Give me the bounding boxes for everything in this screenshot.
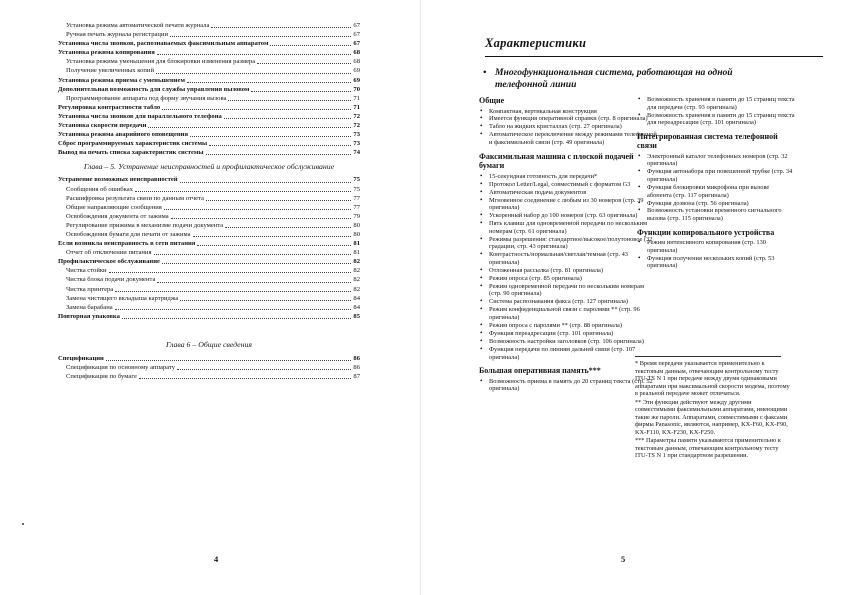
feature-item: • Режим конфиденциальной связи с паролями ** (стр. 96 оригинала) [479, 306, 657, 321]
toc-leader-dots [180, 182, 352, 183]
toc-entry-page: 71 [353, 103, 360, 111]
toc-entry [58, 57, 360, 66]
toc-entry-page: 82 [353, 285, 360, 293]
toc-leader-dots [115, 291, 351, 292]
headline-bullet-icon: • [483, 67, 487, 78]
feature-item: • Функция дозвона (стр. 56 оригинала) [637, 200, 795, 208]
feature-item: • Возможность хранения в памяти до 15 страниц текста для переадресации (стр. 101 оригинала) [637, 112, 795, 127]
toc-leader-dots [157, 54, 352, 55]
toc-entry [58, 248, 360, 257]
toc-entry [58, 221, 360, 230]
toc-entry-title: Чистка принтера [66, 285, 114, 293]
margin-dot [22, 523, 24, 525]
toc-entry-title: Установка режима аварийного оповещения [58, 131, 189, 139]
feature-heading: Функции копировального устройства [637, 227, 775, 237]
feature-list [479, 108, 657, 147]
toc-leader-dots [115, 309, 352, 310]
toc-part-2 [58, 175, 360, 321]
toc-entry-page: 72 [353, 122, 360, 130]
feature-item: • Компактная, вертикальная конструкция [479, 108, 657, 116]
toc-entry [58, 121, 360, 130]
toc-entry-title: Замена барабана [66, 303, 113, 311]
toc-entry-page: 82 [353, 276, 360, 284]
feature-list [479, 378, 657, 393]
toc-entry-title: Освобождения бумаги для печати от зажима [66, 230, 191, 238]
feature-item: • Возможность приема в память до 20 страниц текста (стр. 52 оригинала) [479, 378, 657, 393]
toc-entry-title: Установка числа звонков, распознаваемых факсимильным аппаратом [58, 40, 269, 48]
toc-entry-page: 87 [353, 373, 360, 381]
footnote: *** Параметры памяти указываются применительно к текстовым данным, отвечающим контрольному тесту ITU-TS N 1 при стандартном разрешении. [635, 437, 781, 459]
toc-entry-page: 69 [353, 76, 360, 84]
toc-entry-title: Если возникла неисправность в сети питания [58, 240, 196, 248]
footnote-divider [635, 356, 781, 357]
feature-item: • Режим одновременной передачи по нескольким номерам (стр. 90 оригинала) [479, 283, 657, 298]
toc-entry-page: 69 [353, 67, 360, 75]
toc-entry [58, 285, 360, 294]
feature-list [637, 96, 795, 127]
toc-entry-page: 67 [353, 31, 360, 39]
feature-item: • Протокол Letter/Legal, совместимый с форматом G3 [479, 181, 657, 189]
toc-entry-title: Повторная упаковка [58, 312, 120, 320]
toc-entry-title: Чистка стойки [66, 267, 107, 275]
toc-entry-title: Регулирование прижима в механизме подачи документа [66, 221, 224, 229]
toc-entry-title: Установка скорости передачи [58, 122, 147, 130]
toc-leader-dots [164, 209, 352, 210]
feature-item: • Возможность настройки заголовков (стр. 106 оригинала) [479, 338, 657, 346]
toc-entry [58, 275, 360, 284]
toc-entry-page: 81 [353, 240, 360, 248]
feature-item: • Электронный каталог телефонных номеров (стр. 32 оригинала) [637, 153, 795, 168]
toc-entry-title: Освобождения документа от зажима [66, 212, 169, 220]
toc-leader-dots [257, 63, 351, 64]
toc-entry [58, 303, 360, 312]
feature-item: • Отложенная рассылка (стр. 81 оригинала) [479, 267, 657, 275]
feature-list [637, 239, 795, 270]
toc-entry-page: 72 [353, 112, 360, 120]
toc-entry-page: 77 [353, 194, 360, 202]
toc-entry [58, 185, 360, 194]
toc-entry-title: Программирование аппарата под форму звучания вызова [66, 94, 227, 102]
toc-leader-dots [171, 218, 352, 219]
feature-item: • Табло на жидких кристаллах (стр. 27 оригинала) [479, 123, 657, 131]
feature-item: • Автоматическое переключение между режимами телефонной и факсимильной связи (стр. 49 оригинала) [479, 131, 657, 146]
page-number-left: 4 [214, 554, 219, 564]
toc-entry-title: Замена чистящего вкладыша картриджа [66, 294, 179, 302]
toc-entry [58, 257, 360, 266]
toc-entry-page: 79 [353, 212, 360, 220]
toc-entry [58, 103, 360, 112]
toc-entry-title: Установка режима автоматической печати журнала [66, 22, 210, 29]
right-page [421, 0, 842, 595]
toc-entry [58, 194, 360, 203]
toc-entry-title: Профилактическое обслуживание [58, 258, 160, 266]
toc-entry [58, 130, 360, 139]
toc-entry-title: Регулировка контрастности табло [58, 103, 161, 111]
toc-entry [58, 112, 360, 121]
feature-item: • Возможность установки временного сигнального вызова (стр. 115 оригинала) [637, 207, 795, 222]
toc-entry-title: Устранение возможных неисправностей [58, 176, 178, 184]
toc-leader-dots [190, 136, 351, 137]
toc-entry-title: Сброс программируемых характеристик системы [58, 140, 208, 148]
toc-part-1 [58, 21, 360, 157]
feature-heading: Факсимильная машина с плоской подачей бумаги [479, 151, 634, 171]
features-column-2 [637, 96, 795, 275]
toc-entry-title: Сообщения об ошибках [66, 185, 133, 193]
toc-entry-page: 82 [353, 258, 360, 266]
feature-item: • Функция автонабора при повешенной трубке (стр. 34 оригинала) [637, 168, 795, 183]
toc-leader-dots [156, 73, 351, 74]
chapter-5-heading: Глава – 5. Устранение неисправностей и профилактическое обслуживание [83, 162, 335, 172]
toc-entry [58, 66, 360, 75]
feature-item: • Функция передачи по линиям дальней связи (стр. 107 оригинала) [479, 346, 657, 361]
toc-entry-title: Установка числа звонков для параллельного телефона [58, 112, 222, 120]
toc-leader-dots [211, 27, 351, 28]
toc-leader-dots [224, 118, 352, 119]
toc-entry-page: 73 [353, 140, 360, 148]
toc-entry-page: 86 [353, 364, 360, 371]
feature-item: • 15-секундная готовность для передачи* [479, 173, 657, 181]
toc-leader-dots [162, 263, 351, 264]
toc-entry [58, 48, 360, 57]
toc-leader-dots [122, 318, 352, 319]
footnotes [635, 360, 791, 461]
toc-entry [58, 139, 360, 148]
toc-entry [58, 21, 360, 30]
toc-entry [58, 239, 360, 248]
feature-item: • Мгновенное соединение с любым из 30 номеров (стр. 39 оригинала) [479, 197, 657, 212]
feature-list [479, 173, 657, 362]
toc-leader-dots [187, 82, 351, 83]
toc-leader-dots [251, 91, 351, 92]
toc-leader-dots [228, 100, 351, 101]
feature-item: • Имеется функция оперативной справки (стр. 8 оригинала) [479, 115, 657, 123]
toc-entry [58, 372, 360, 381]
toc-entry-page: 86 [353, 354, 360, 362]
toc-entry-page: 75 [353, 185, 360, 193]
feature-item: • Функция блокировки микрофона при вызове абонента (стр. 117 оригинала) [637, 184, 795, 199]
toc-leader-dots [193, 236, 352, 237]
feature-item: • Функция переадресации (стр. 101 оригинала) [479, 330, 657, 338]
table-of-contents [58, 21, 360, 381]
toc-leader-dots [148, 127, 351, 128]
feature-item: • Режим опроса с паролями ** (стр. 88 оригинала) [479, 322, 657, 330]
toc-leader-dots [139, 378, 352, 379]
toc-entry-page: 67 [353, 40, 360, 48]
toc-entry [58, 30, 360, 39]
toc-leader-dots [206, 154, 352, 155]
toc-entry [58, 39, 360, 48]
toc-entry-title: Дополнительная возможность для службы управления вызовом [58, 85, 250, 93]
footnote: ** Эти функции действуют между другими совместимыми факсимильными аппаратами, имеющими такие же пароли. Аппаратами, совместимыми с факсами фирмы Panasonic, являются, например, KX-F60, KX-F90, KX-F110, KX-F230, KX-F250. [635, 398, 788, 436]
toc-entry-page: 77 [353, 203, 360, 211]
toc-entry [58, 354, 360, 363]
toc-entry-title: Установка режима уменьшения для блокировки изменения размера [66, 58, 256, 66]
toc-entry-title: Установка режима приема с уменьшением [58, 76, 185, 84]
toc-entry-title: Спецификация по бумаге [66, 373, 137, 381]
toc-leader-dots [180, 300, 351, 301]
feature-item: • Контрастность/нормальная/светлая/темная (стр. 43 оригинала) [479, 251, 657, 266]
feature-item: • Режим опроса (стр. 85 оригинала) [479, 275, 657, 283]
toc-entry [58, 363, 360, 372]
features-column-1 [479, 96, 657, 398]
toc-entry [58, 175, 360, 184]
toc-entry-page: 75 [353, 176, 360, 184]
feature-item: • Ускоренный набор до 100 номеров (стр. 63 оригинала) [479, 212, 657, 220]
toc-entry [58, 212, 360, 221]
toc-leader-dots [197, 245, 351, 246]
feature-item: • Режимы разрешения: стандартное/высокое/полутоновое (32 градации, стр. 43 оригинала) [479, 236, 657, 251]
toc-leader-dots [209, 145, 351, 146]
chapter-6-heading: Глава 6 – Общие сведения [165, 339, 253, 349]
toc-entry-page: 81 [353, 249, 360, 257]
toc-entry-title: Спецификации [58, 354, 104, 362]
toc-entry-page: 67 [353, 22, 360, 29]
toc-entry [58, 76, 360, 85]
toc-entry-title: Чистка блока подачи документа [66, 276, 156, 284]
feature-item: • Автоматическая подача документов [479, 189, 657, 197]
feature-item: • Режим интенсивного копирования (стр. 130 оригинала) [637, 239, 795, 254]
toc-entry [58, 203, 360, 212]
toc-entry-page: 85 [353, 312, 360, 320]
headline [483, 67, 783, 90]
toc-leader-dots [206, 200, 351, 201]
toc-leader-dots [157, 282, 351, 283]
toc-entry [58, 266, 360, 275]
toc-entry-page: 73 [353, 131, 360, 139]
toc-entry-page: 84 [353, 294, 360, 302]
toc-leader-dots [177, 369, 351, 370]
feature-item: • Пять клавиш для одновременной передачи по нескольким номерам (стр. 61 оригинала) [479, 220, 657, 235]
toc-leader-dots [162, 109, 351, 110]
toc-entry-page: 68 [353, 49, 360, 57]
toc-entry [58, 230, 360, 239]
toc-entry-page: 74 [353, 149, 360, 157]
feature-item: • Система распознавания факса (стр. 127 оригинала) [479, 298, 657, 306]
toc-entry-page: 80 [353, 221, 360, 229]
toc-leader-dots [109, 272, 352, 273]
feature-item: • Возможность хранения в памяти до 15 страниц текста для передачи (стр. 93 оригинала) [637, 96, 795, 111]
toc-leader-dots [225, 227, 351, 228]
section-title: Характеристики [485, 34, 823, 57]
toc-entry-title: Установка режима копирования [58, 49, 155, 57]
toc-entry [58, 85, 360, 94]
toc-entry-title: Спецификация по основному аппарату [66, 364, 176, 371]
toc-entry-title: Ручная печать журнала регистрации [66, 31, 169, 39]
feature-list [637, 153, 795, 223]
toc-entry-page: 80 [353, 230, 360, 238]
toc-entry [58, 94, 360, 103]
toc-entry-page: 70 [353, 85, 360, 93]
toc-entry-page: 68 [353, 58, 360, 66]
toc-leader-dots [154, 254, 352, 255]
toc-leader-dots [106, 360, 352, 361]
toc-entry-title: Отчет об отключении питания [66, 249, 152, 257]
toc-entry-title: Получение увеличенных копий [66, 67, 154, 75]
toc-entry-title: Общие направляющие сообщения [66, 203, 162, 211]
toc-leader-dots [135, 191, 351, 192]
feature-heading: Интегрированная система телефонной связи [637, 131, 778, 151]
toc-entry-title: Расшифровка результата связи по данным отчета [66, 194, 204, 202]
feature-heading: Общие [479, 96, 505, 105]
toc-leader-dots [270, 45, 351, 46]
page-number-right: 5 [621, 554, 626, 564]
feature-item: • Функция получения нескольких копий (стр. 53 оригинала) [637, 255, 795, 270]
toc-entry-title: Вывод на печать списка характеристик системы [58, 149, 204, 157]
headline-text: Многофункциональная система, работающая на одной телефонной линии [495, 67, 733, 90]
toc-entry [58, 148, 360, 157]
toc-part-3 [58, 354, 360, 381]
toc-entry [58, 312, 360, 321]
toc-entry [58, 294, 360, 303]
toc-entry-page: 82 [353, 267, 360, 275]
toc-leader-dots [170, 36, 351, 37]
footnote: * Время передачи указывается применительно к текстовым данным, отвечающим контрольному тесту ITU-TS N 1 при передаче между двумя одинаковыми аппаратами при максимальной скорости модема, поэтому в реальной передаче может отличаться. [635, 360, 790, 397]
toc-entry-page: 71 [353, 94, 360, 102]
toc-entry-page: 84 [353, 303, 360, 311]
feature-heading: Большая оперативная память*** [479, 366, 601, 376]
